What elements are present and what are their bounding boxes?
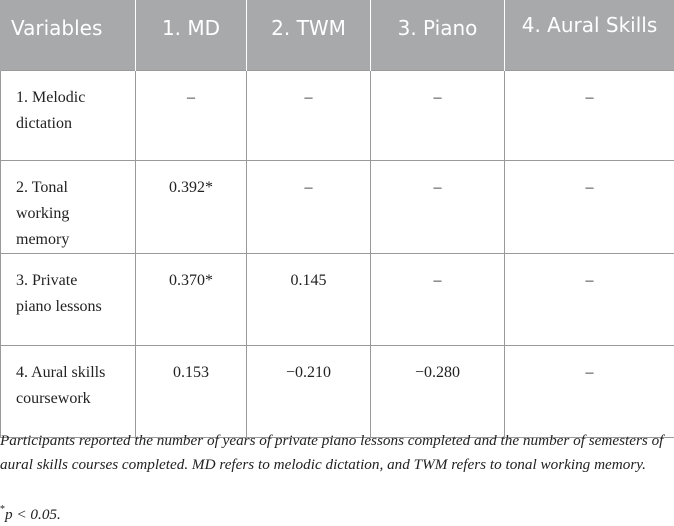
table-cell: −0.280	[371, 345, 505, 437]
row-label	[1, 253, 136, 345]
table-cell: –	[371, 160, 505, 253]
header-twm: 2. TWM	[247, 0, 371, 70]
table-cell: –	[136, 70, 247, 160]
row-label-text: 1. Melodic dictation	[16, 88, 86, 132]
table-cell: –	[505, 70, 674, 160]
table-cell: 0.153	[136, 345, 247, 437]
footnote-text: p < 0.05.	[5, 506, 61, 524]
table-cell: −0.210	[247, 345, 371, 437]
table-body	[1, 70, 674, 437]
footnote-marker: *	[0, 504, 5, 515]
table-cell: –	[371, 70, 505, 160]
table-row	[1, 345, 674, 437]
header-aural-skills: 4. Aural Skills	[505, 0, 674, 70]
table-cell: 0.145	[247, 253, 371, 345]
row-label-text: 2. Tonal working memory	[16, 178, 70, 248]
row-label-text: 3. Private piano lessons	[16, 271, 102, 315]
table-cell: –	[505, 253, 674, 345]
table-row	[1, 160, 674, 253]
row-label	[1, 345, 136, 437]
row-label	[1, 160, 136, 253]
header-md: 1. MD	[136, 0, 247, 70]
table-row	[1, 253, 674, 345]
table-cell: –	[247, 160, 371, 253]
table-cell: 0.370*	[136, 253, 247, 345]
table-header	[1, 0, 674, 70]
table-row	[1, 70, 674, 160]
table-cell: –	[505, 160, 674, 253]
table-cell: –	[505, 345, 674, 437]
header-variables: Variables	[1, 0, 136, 70]
table-cell: –	[371, 253, 505, 345]
table-cell: –	[247, 70, 371, 160]
table-cell: 0.392*	[136, 160, 247, 253]
header-row	[1, 0, 674, 70]
row-label-text: 4. Aural skills coursework	[16, 363, 106, 407]
header-piano: 3. Piano	[371, 0, 505, 70]
row-label	[1, 70, 136, 160]
significance-footnote	[0, 500, 61, 526]
table-note: Participants reported the number of years of private piano lessons completed and the number of semesters of aural skills courses completed. MD refers to melodic dictation, and TWM refers to tonal working memory.	[0, 432, 664, 473]
